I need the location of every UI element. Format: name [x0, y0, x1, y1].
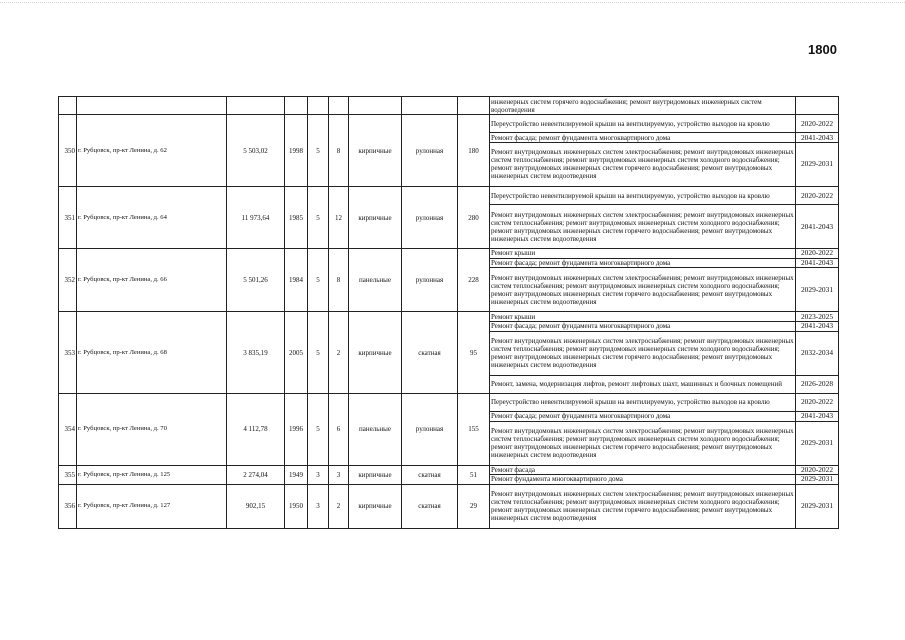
build-year: 1950 [285, 484, 308, 528]
house-address: г. Рубцовск, пр-кт Ленина, д. 68 [77, 312, 227, 393]
house-address: г. Рубцовск, пр-кт Ленина, д. 62 [77, 115, 227, 187]
work-description: Ремонт крыши [490, 312, 796, 322]
work-period: 2041-2043 [796, 321, 839, 331]
entrance-count [329, 97, 349, 115]
work-period: 2020-2022 [796, 393, 839, 411]
work-description: Переустройство невентилируемой крыши на вентилируемую, устройство выходов на кровлю [490, 393, 796, 411]
apartment-count: 155 [458, 393, 490, 465]
table-row [59, 186, 839, 204]
house-address: г. Рубцовск, пр-кт Ленина, д. 66 [77, 249, 227, 312]
table-row [59, 393, 839, 411]
build-year: 2005 [285, 312, 308, 393]
table-row [59, 97, 839, 115]
work-period: 2029-2031 [796, 268, 839, 312]
house-area: 4 112,78 [227, 393, 285, 465]
work-period: 2032-2034 [796, 331, 839, 375]
table-row [59, 465, 839, 475]
house-area: 2 274,04 [227, 465, 285, 484]
house-address: г. Рубцовск, пр-кт Ленина, д. 64 [77, 186, 227, 248]
roof-type [402, 97, 458, 115]
apartment-count: 29 [458, 484, 490, 528]
work-description: Ремонт фасада [490, 465, 796, 475]
row-number: 352 [59, 249, 77, 312]
house-area [227, 97, 285, 115]
work-description: Ремонт внутридомовых инженерных систем электроснабжения; ремонт внутридомовых инженерных систем теплоснабжения; ремонт внутридомовых инженерных систем холодного водоснабжения; ремонт внутридомовых инженерных систем горячего водоснабжения; ремонт внутридомовых инженерных систем водоотведения [490, 421, 796, 465]
table-row [59, 312, 839, 322]
table-row [59, 249, 839, 259]
house-address: г. Рубцовск, пр-кт Ленина, д. 125 [77, 465, 227, 484]
work-description: Ремонт внутридомовых инженерных систем электроснабжения; ремонт внутридомовых инженерных систем теплоснабжения; ремонт внутридомовых инженерных систем холодного водоснабжения; ремонт внутридомовых инженерных систем горячего водоснабжения; ремонт внутридомовых инженерных систем водоотведения [490, 268, 796, 312]
build-year: 1949 [285, 465, 308, 484]
work-description: Переустройство невентилируемой крыши на вентилируемую, устройство выходов на кровлю [490, 186, 796, 204]
entrance-count: 6 [329, 393, 349, 465]
work-description: Ремонт внутридомовых инженерных систем электроснабжения; ремонт внутридомовых инженерных систем теплоснабжения; ремонт внутридомовых инженерных систем холодного водоснабжения; ремонт внутридомовых инженерных систем горячего водоснабжения; ремонт внутридомовых инженерных систем водоотведения [490, 484, 796, 528]
work-description: Ремонт внутридомовых инженерных систем электроснабжения; ремонт внутридомовых инженерных систем теплоснабжения; ремонт внутридомовых инженерных систем холодного водоснабжения; ремонт внутридомовых инженерных систем горячего водоснабжения; ремонт внутридомовых инженерных систем водоотведения [490, 331, 796, 375]
apartment-count [458, 97, 490, 115]
work-description: Переустройство невентилируемой крыши на вентилируемую, устройство выходов на кровлю [490, 115, 796, 133]
floor-count: 5 [308, 249, 329, 312]
work-period: 2041-2043 [796, 133, 839, 143]
house-area: 3 835,19 [227, 312, 285, 393]
house-area: 902,15 [227, 484, 285, 528]
table-row [59, 115, 839, 133]
floor-count: 5 [308, 115, 329, 187]
work-period: 2020-2022 [796, 249, 839, 259]
floor-count: 5 [308, 186, 329, 248]
roof-type: скатная [402, 312, 458, 393]
roof-type: рулонная [402, 186, 458, 248]
house-address [77, 97, 227, 115]
work-period: 2020-2022 [796, 115, 839, 133]
page-number: 1800 [808, 42, 837, 57]
apartment-count: 95 [458, 312, 490, 393]
apartment-count: 180 [458, 115, 490, 187]
entrance-count: 8 [329, 249, 349, 312]
row-number: 355 [59, 465, 77, 484]
row-number: 350 [59, 115, 77, 187]
work-period: 2041-2043 [796, 258, 839, 268]
table-row [59, 484, 839, 528]
roof-type: рулонная [402, 249, 458, 312]
work-period: 2029-2031 [796, 142, 839, 186]
work-period: 2029-2031 [796, 484, 839, 528]
entrance-count: 2 [329, 312, 349, 393]
wall-material: кирпичные [349, 465, 402, 484]
row-number: 353 [59, 312, 77, 393]
wall-material [349, 97, 402, 115]
row-number: 351 [59, 186, 77, 248]
work-period: 2023-2025 [796, 312, 839, 322]
roof-type: рулонная [402, 115, 458, 187]
house-address: г. Рубцовск, пр-кт Ленина, д. 127 [77, 484, 227, 528]
roof-type: скатная [402, 484, 458, 528]
work-period: 2041-2043 [796, 411, 839, 421]
build-year: 1985 [285, 186, 308, 248]
entrance-count: 2 [329, 484, 349, 528]
work-period: 2020-2022 [796, 465, 839, 475]
work-description: Ремонт фасада; ремонт фундамента многоквартирного дома [490, 411, 796, 421]
housing-repair-table [58, 96, 839, 529]
work-period: 2029-2031 [796, 421, 839, 465]
house-area: 11 973,64 [227, 186, 285, 248]
floor-count: 3 [308, 484, 329, 528]
entrance-count: 3 [329, 465, 349, 484]
work-period [796, 97, 839, 115]
work-description: Ремонт внутридомовых инженерных систем электроснабжения; ремонт внутридомовых инженерных систем теплоснабжения; ремонт внутридомовых инженерных систем холодного водоснабжения; ремонт внутридомовых инженерных систем горячего водоснабжения; ремонт внутридомовых инженерных систем водоотведения [490, 205, 796, 249]
work-period: 2026-2028 [796, 375, 839, 393]
work-period: 2029-2031 [796, 475, 839, 485]
apartment-count: 280 [458, 186, 490, 248]
wall-material: панельные [349, 249, 402, 312]
wall-material: панельные [349, 393, 402, 465]
roof-type: рулонная [402, 393, 458, 465]
build-year: 1996 [285, 393, 308, 465]
work-description: Ремонт фасада; ремонт фундамента многоквартирного дома [490, 133, 796, 143]
work-period: 2041-2043 [796, 205, 839, 249]
work-description: Ремонт фундамента многоквартирного дома [490, 475, 796, 485]
work-description: Ремонт крыши [490, 249, 796, 259]
work-description: Ремонт фасада; ремонт фундамента многоквартирного дома [490, 258, 796, 268]
row-number: 356 [59, 484, 77, 528]
work-description: Ремонт внутридомовых инженерных систем электроснабжения; ремонт внутридомовых инженерных систем теплоснабжения; ремонт внутридомовых инженерных систем холодного водоснабжения; ремонт внутридомовых инженерных систем горячего водоснабжения; ремонт внутридомовых инженерных систем водоотведения [490, 142, 796, 186]
table-body [59, 97, 839, 529]
build-year [285, 97, 308, 115]
apartment-count: 51 [458, 465, 490, 484]
work-period: 2020-2022 [796, 186, 839, 204]
entrance-count: 12 [329, 186, 349, 248]
work-description: Ремонт фасада; ремонт фундамента многоквартирного дома [490, 321, 796, 331]
row-number: 354 [59, 393, 77, 465]
house-address: г. Рубцовск, пр-кт Ленина, д. 70 [77, 393, 227, 465]
entrance-count: 8 [329, 115, 349, 187]
floor-count: 5 [308, 393, 329, 465]
wall-material: кирпичные [349, 115, 402, 187]
wall-material: кирпичные [349, 312, 402, 393]
apartment-count: 228 [458, 249, 490, 312]
floor-count: 5 [308, 312, 329, 393]
house-area: 5 501,26 [227, 249, 285, 312]
build-year: 1984 [285, 249, 308, 312]
work-description: инженерных систем горячего водоснабжения; ремонт внутридомовых инженерных систем водоотведения [490, 97, 796, 115]
scan-edge-artifact [0, 2, 905, 9]
wall-material: кирпичные [349, 484, 402, 528]
wall-material: кирпичные [349, 186, 402, 248]
row-number [59, 97, 77, 115]
floor-count [308, 97, 329, 115]
roof-type: скатная [402, 465, 458, 484]
floor-count: 3 [308, 465, 329, 484]
work-description: Ремонт, замена, модернизация лифтов, ремонт лифтовых шахт, машинных и блочных помещений [490, 375, 796, 393]
build-year: 1998 [285, 115, 308, 187]
house-area: 5 503,02 [227, 115, 285, 187]
